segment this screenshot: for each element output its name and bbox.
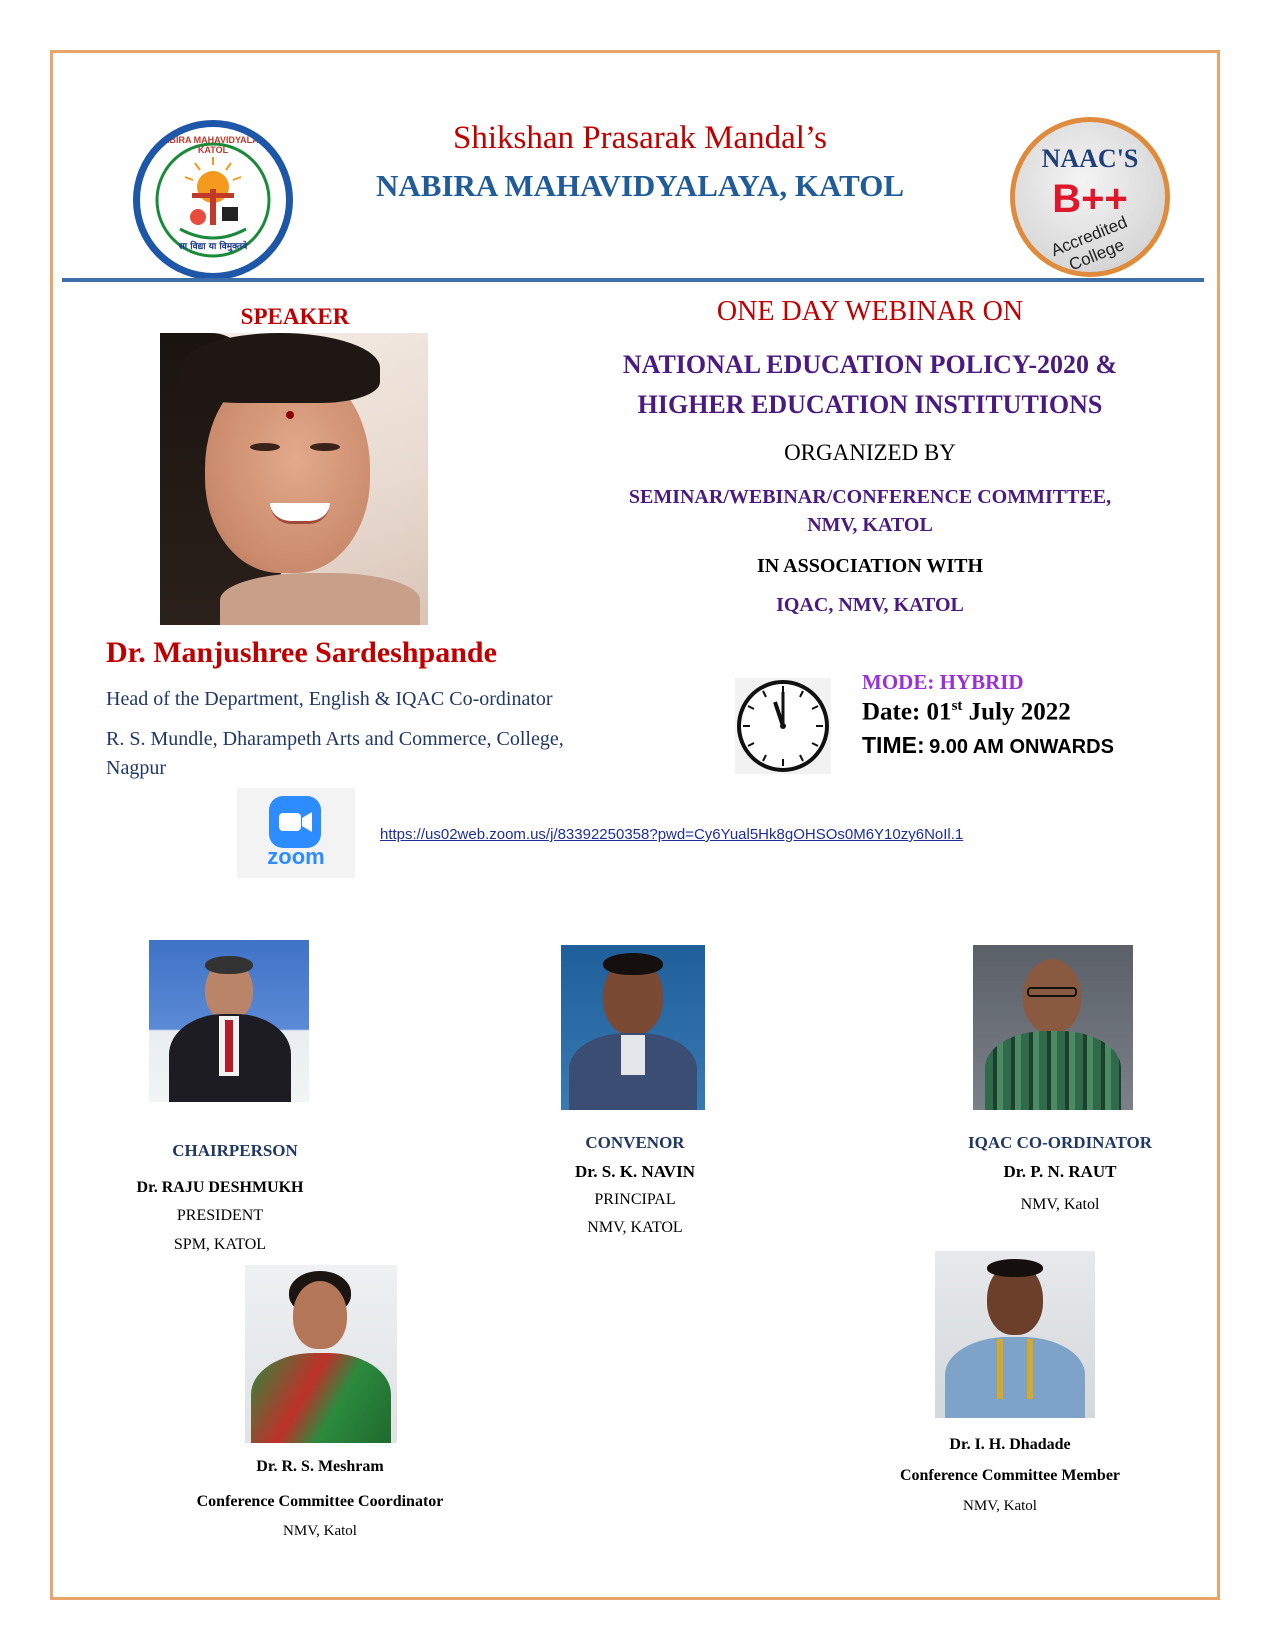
clock-icon [735,678,831,774]
webinar-mode: MODE: HYBRID [862,670,1024,694]
speaker-heading: SPEAKER [240,304,350,329]
convenor-org: NMV, KATOL [587,1219,683,1236]
zoom-meeting-link[interactable]: https://us02web.zoom.us/j/83392250358?pwd=Cy6Yual5Hk8gOHSOs0M6Y10zy6NoIl.1 [380,826,964,843]
committee-member-role: Conference Committee Member [899,1467,1121,1484]
coordinator-photo [245,1265,397,1443]
naac-accredited: Accredited College [1048,212,1130,275]
chairperson-role: PRESIDENT [176,1207,264,1224]
zoom-label: zoom [267,844,325,869]
speaker-role: Head of the Department, English & IQAC Co-ordinator [106,688,553,710]
organized-by: ORGANIZED BY [784,440,956,465]
date-month-year: July 2022 [962,698,1071,726]
naac-grade: B++ [1052,177,1128,221]
organization-name: Shikshan Prasarak Mandal’s [453,120,827,156]
college-logo [133,120,293,280]
coordinator-name: Dr. R. S. Meshram [256,1458,384,1475]
association-label: IN ASSOCIATION WITH [757,555,983,577]
iqac-coordinator-name: Dr. P. N. RAUT [1003,1162,1117,1181]
time-label: TIME: [862,732,925,758]
webinar-topic-line1: NATIONAL EDUCATION POLICY-2020 & [622,350,1118,379]
logo-motto: सा विद्या या विमुक्तये [178,242,248,252]
chairperson-org: SPM, KATOL [173,1236,267,1253]
time-value: 9.00 AM ONWARDS [929,736,1114,758]
iqac-coordinator-photo [973,945,1133,1110]
speaker-college: R. S. Mundle, Dharampeth Arts and Commerce, College, [106,728,564,750]
header-rule [62,278,1204,282]
committee-line2: NMV, KATOL [807,514,933,536]
convenor-role: PRINCIPAL [594,1191,676,1208]
college-name: NABIRA MAHAVIDYALAYA, KATOL [376,168,904,203]
iqac-coordinator-org: NMV, Katol [1020,1196,1100,1213]
naac-badge [1010,117,1170,277]
webinar-topic-line2: HIGHER EDUCATION INSTITUTIONS [637,390,1103,419]
naac-label: NAAC'S [1041,144,1139,173]
speaker-photo [160,333,428,625]
webinar-date [862,698,1222,726]
date-suffix: st [951,698,963,714]
committee-member-org: NMV, Katol [963,1498,1037,1514]
chairperson-photo [149,940,309,1102]
convenor-name: Dr. S. K. NAVIN [575,1162,695,1181]
committee-member-photo [935,1251,1095,1418]
committee-line1: SEMINAR/WEBINAR/CONFERENCE COMMITTEE, [628,486,1112,508]
convenor-title: CONVENOR [585,1133,685,1152]
chairperson-name: Dr. RAJU DESHMUKH [136,1179,304,1196]
video-camera-icon [269,796,321,848]
chairperson-title: CHAIRPERSON [172,1141,298,1160]
convenor-photo [561,945,705,1110]
zoom-logo[interactable] [237,788,355,878]
speaker-name: Dr. Manjushree Sardeshpande [106,636,497,669]
webinar-time [862,732,1222,759]
coordinator-role: Conference Committee Coordinator [196,1493,444,1510]
committee-member-name: Dr. I. H. Dhadade [949,1436,1071,1453]
date-label: Date: 01 [862,698,952,726]
coordinator-org: NMV, Katol [283,1523,357,1539]
webinar-title: ONE DAY WEBINAR ON [716,296,1024,327]
logo-text: NABIRA MAHAVIDYALAYA KATOL [156,135,270,155]
association-partner: IQAC, NMV, KATOL [776,594,964,616]
iqac-coordinator-title: IQAC CO-ORDINATOR [967,1133,1153,1152]
speaker-city: Nagpur [106,757,166,779]
